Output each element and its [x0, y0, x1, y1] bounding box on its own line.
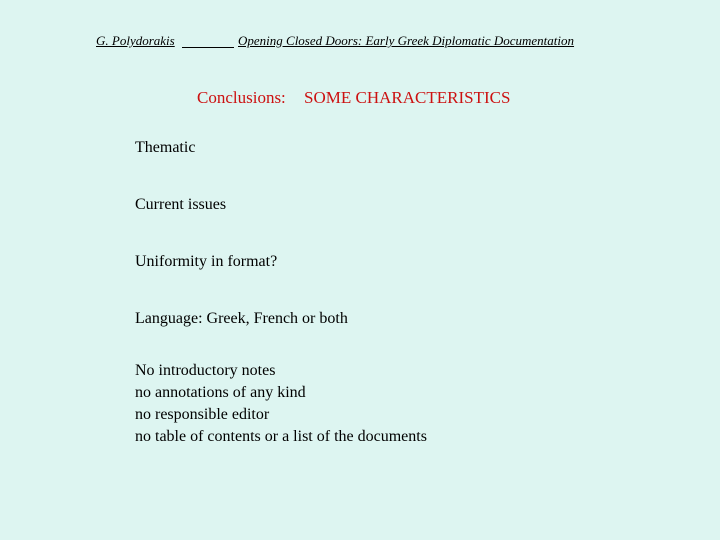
- note-item: no table of contents or a list of the documents: [135, 428, 427, 445]
- slide-heading: [197, 88, 510, 108]
- point-uniformity: Uniformity in format?: [135, 253, 278, 270]
- point-current-issues: Current issues: [135, 196, 227, 213]
- note-item: No introductory notes: [135, 362, 276, 379]
- point-language: Language: Greek, French or both: [135, 310, 348, 327]
- slide-header: [96, 33, 616, 53]
- notes-list: [135, 360, 427, 448]
- header-author: G. Polydorakis: [96, 33, 175, 48]
- header-title: Opening Closed Doors: Early Greek Diplomatic Documentation: [238, 33, 575, 48]
- heading-label: Conclusions:: [197, 88, 286, 107]
- header-divider-line: [182, 47, 234, 48]
- heading-subtitle: SOME CHARACTERISTICS: [304, 88, 511, 107]
- point-thematic: Thematic: [135, 139, 196, 156]
- note-item: no responsible editor: [135, 406, 270, 423]
- note-item: no annotations of any kind: [135, 384, 306, 401]
